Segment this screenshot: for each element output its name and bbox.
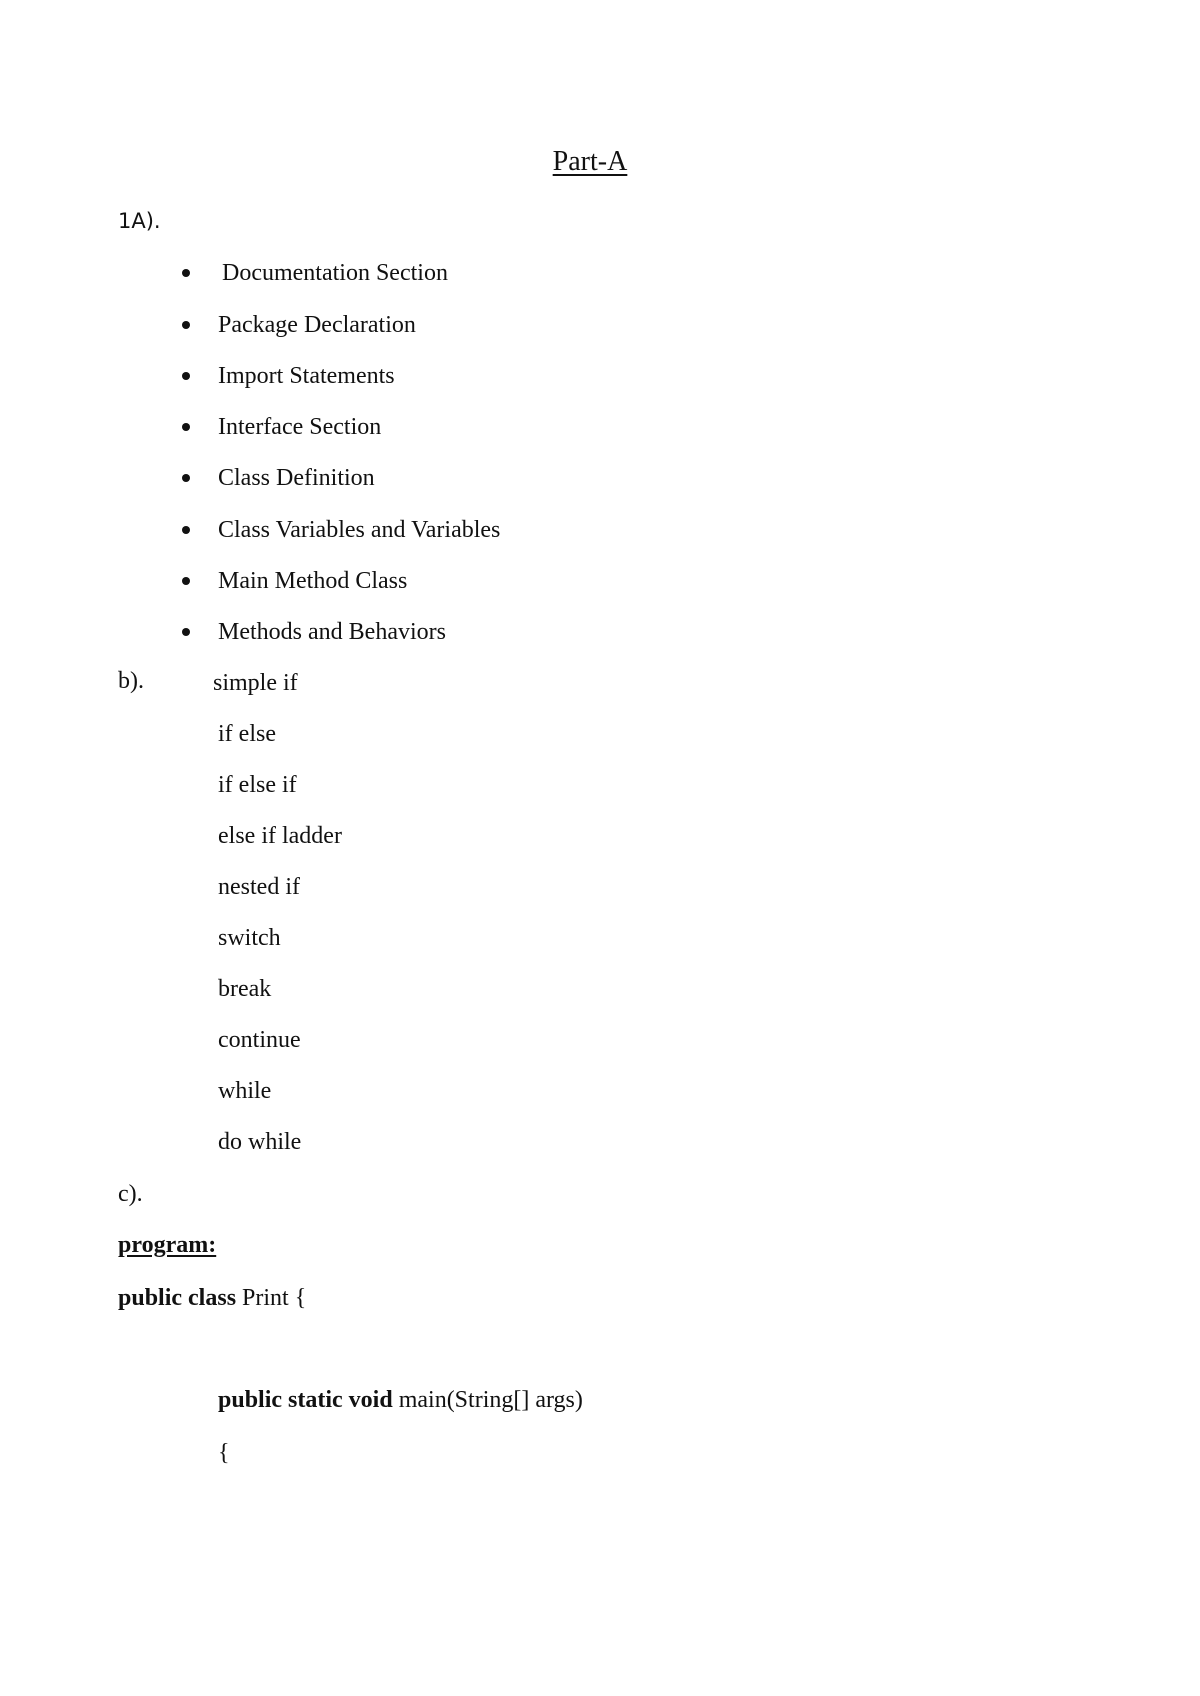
list-item: while [218, 1078, 272, 1104]
code-keyword: public static void [218, 1387, 393, 1413]
code-line-class [118, 1283, 306, 1313]
bullet-icon [182, 423, 190, 431]
list-item-text: Import Statements [218, 363, 395, 389]
bullet-icon [182, 628, 190, 636]
program-heading: program: [118, 1232, 217, 1258]
bullet-icon [182, 321, 190, 329]
bullet-icon [182, 372, 190, 380]
code-text: Print { [236, 1285, 307, 1311]
list-item: else if ladder [218, 823, 342, 849]
list-item-text: Methods and Behaviors [218, 619, 446, 645]
code-text: main(String[] args) [392, 1387, 583, 1413]
code-line-brace: { [218, 1440, 230, 1466]
list-item-text: Main Method Class [218, 568, 408, 594]
list-item: nested if [218, 874, 300, 900]
list-item-text: Documentation Section [222, 260, 448, 286]
list-item-text: Class Definition [218, 465, 375, 491]
code-keyword: public class [118, 1285, 237, 1311]
list-item: if else [218, 721, 276, 747]
bullet-icon [182, 474, 190, 482]
bullet-icon [182, 526, 190, 534]
list-item: simple if [213, 670, 298, 696]
list-item-text: Package Declaration [218, 312, 416, 338]
bullet-icon [182, 269, 190, 277]
section-c-label: c). [118, 1181, 143, 1207]
list-item: if else if [218, 772, 297, 798]
bullet-icon [182, 577, 190, 585]
list-item: switch [218, 925, 281, 951]
list-item: continue [218, 1027, 301, 1053]
section-b-label: b). [118, 668, 144, 694]
code-line-main [218, 1385, 583, 1415]
list-item: break [218, 976, 272, 1002]
section-a-label: 1A). [118, 209, 161, 233]
list-item: do while [218, 1129, 302, 1155]
page-title: Part-A [552, 146, 628, 177]
list-item-text: Interface Section [218, 414, 382, 440]
list-item-text: Class Variables and Variables [218, 517, 501, 543]
